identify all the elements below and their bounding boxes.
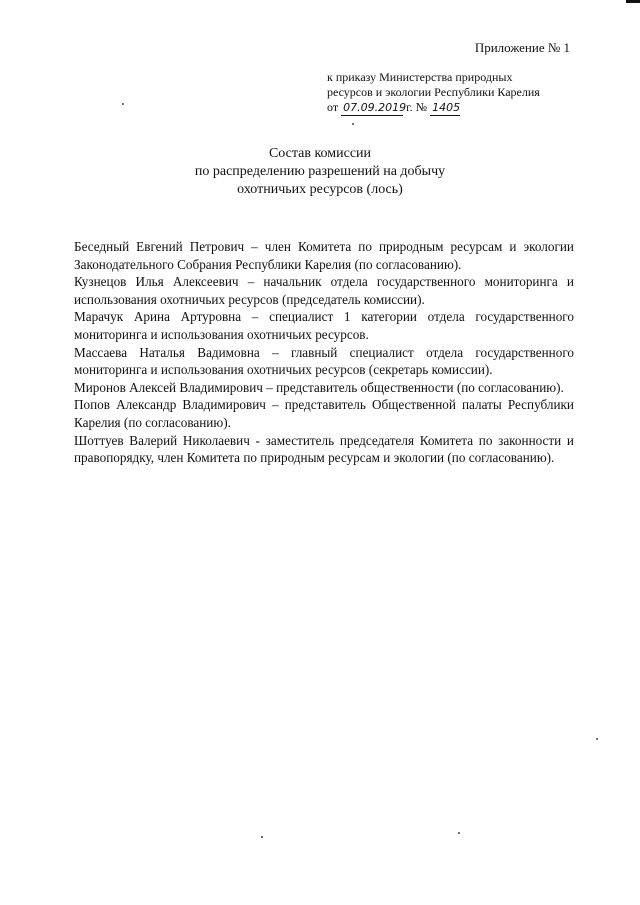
commission-members-list: [74, 238, 574, 467]
appendix-label: Приложение № 1: [474, 40, 570, 55]
member-entry: Беседный Евгений Петрович – член Комитета по природным ресурсам и экологии Законодательного Собрания Республики Карелия (по согласованию).: [74, 239, 574, 272]
member-entry: Попов Александр Владимирович – представитель Общественной палаты Республики Карелия (по согласованию).: [74, 397, 574, 430]
member-entry: Миронов Алексей Владимирович – представитель общественности (по согласованию).: [74, 379, 564, 395]
year-number-label: г. №: [406, 100, 428, 114]
order-ref-line-2: ресурсов и экологии Республики Карелия: [327, 85, 540, 99]
title-line-3: охотничьих ресурсов (лось): [237, 182, 403, 197]
member-entry: Массаева Наталья Вадимовна – главный специалист отдела государственного мониторинга и использования охотничьих ресурсов (секретарь комиссии).: [74, 344, 574, 378]
scan-corner-mark: [626, 0, 640, 3]
handwritten-date: 07.09.2019: [343, 101, 407, 114]
document-title: [0, 145, 640, 199]
scan-speck: [352, 123, 354, 125]
order-reference: [327, 70, 540, 116]
order-ref-line-3: [327, 100, 540, 116]
title-line-2: по распределению разрешений на добычу: [194, 164, 446, 179]
scan-speck: [122, 103, 124, 105]
member-entry: Шоттуев Валерий Николаевич - заместитель председателя Комитета по законности и правопорядку, член Комитета по природным ресурсам и экологии (по согласованию).: [74, 432, 574, 466]
member-entry: Кузнецов Илья Алексеевич – начальник отдела государственного мониторинга и использования охотничьих ресурсов (председатель комиссии).: [74, 274, 574, 307]
scan-speck: [458, 832, 460, 834]
member-entry: Марачук Арина Артуровна – специалист 1 категории отдела государственного мониторинга и использования охотничьих ресурсов.: [74, 309, 574, 342]
scan-speck: [596, 738, 598, 740]
date-prefix: от: [327, 100, 339, 114]
handwritten-order-number: 1405: [432, 101, 461, 114]
title-line-1: Состав комиссии: [268, 146, 372, 161]
scan-speck: [261, 836, 263, 838]
order-ref-line-1: к приказу Министерства природных: [327, 70, 513, 84]
